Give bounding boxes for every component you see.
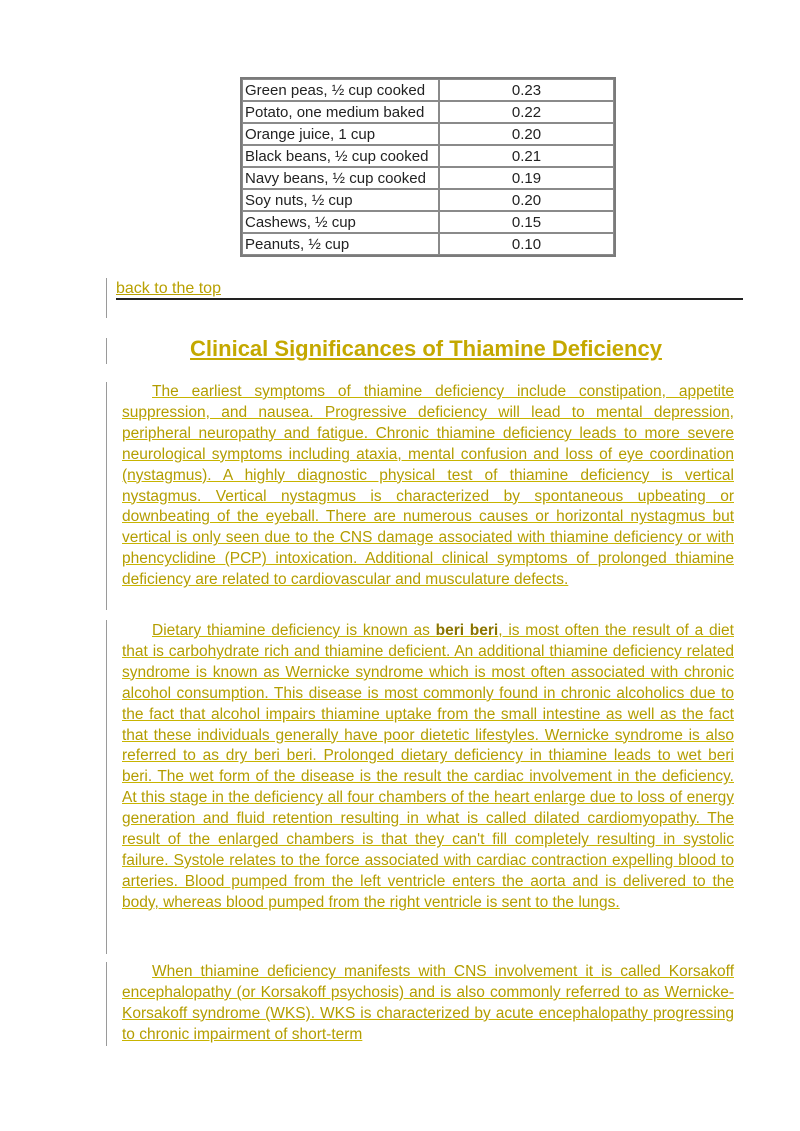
food-cell: Black beans, ½ cup cooked [242, 145, 439, 167]
table-row [242, 101, 614, 123]
thiamine-food-table [240, 77, 616, 257]
margin-change-bar [106, 382, 107, 610]
paragraph-korsakoff: When thiamine deficiency manifests with CNS involvement it is called Korsakoff encephalopathy (or Korsakoff psychosis) and is also commonly referred to as Wernicke-Korsakoff syndrome (WKS). WKS is characterized by acute encephalopathy progressing to chronic impairment of short-term [122, 963, 734, 1043]
horizontal-rule [116, 298, 743, 300]
table-row [242, 233, 614, 255]
table-row [242, 123, 614, 145]
paragraph-text: , is most often the result of a diet that is carbohydrate rich and thiamine deficient. An additional thiamine deficiency related syndrome is known as Wernicke syndrome which is most often associated with chronic alcohol consumption. This disease is most commonly found in chronic alcoholics due to the fact that alcohol impairs thiamine uptake from the small intestine as well as the fact that these individuals generally have poor dietetic lifestyles. Wernicke syndrome is also referred to as dry beri beri. Prolonged dietary deficiency in thiamine leads to wet beri beri. The wet form of the disease is the result the cardiac involvement in the deficiency. At this stage in the deficiency all four chambers of the heart enlarge due to loss of energy generation and fluid retention resulting in what is called dilated cardiomyopathy. The result of the enlarged chambers is that they can't fill completely resulting in systolic failure. Systole relates to the force associated with cardiac contraction expelling blood to arteries. Blood pumped from the left ventricle enters the aorta and is delivered to the body, whereas blood pumped from the right ventricle is sent to the lungs. [122, 622, 734, 911]
margin-change-bar [106, 278, 107, 318]
thiamine-value-cell: 0.20 [439, 123, 614, 145]
paragraph-beri-beri [122, 621, 734, 914]
back-to-top-link[interactable]: back to the top [116, 280, 221, 297]
food-cell: Navy beans, ½ cup cooked [242, 167, 439, 189]
thiamine-value-cell: 0.22 [439, 101, 614, 123]
food-cell: Orange juice, 1 cup [242, 123, 439, 145]
thiamine-value-cell: 0.15 [439, 211, 614, 233]
thiamine-value-cell: 0.23 [439, 79, 614, 101]
margin-change-bar [106, 338, 107, 364]
food-cell: Cashews, ½ cup [242, 211, 439, 233]
thiamine-value-cell: 0.20 [439, 189, 614, 211]
table-row [242, 211, 614, 233]
table-row [242, 189, 614, 211]
table-row [242, 167, 614, 189]
table-row [242, 79, 614, 101]
food-cell: Potato, one medium baked [242, 101, 439, 123]
food-cell: Green peas, ½ cup cooked [242, 79, 439, 101]
food-cell: Peanuts, ½ cup [242, 233, 439, 255]
thiamine-value-cell: 0.21 [439, 145, 614, 167]
thiamine-value-cell: 0.19 [439, 167, 614, 189]
beri-beri-term: beri beri [435, 622, 499, 639]
paragraph-symptoms: The earliest symptoms of thiamine deficiency include constipation, appetite suppression, and nausea. Progressive deficiency will lead to mental depression, peripheral neuropathy and fatigue. Chronic thiamine deficiency leads to more severe neurological symptoms including ataxia, mental confusion and loss of eye coordination (nystagmus). A highly diagnostic physical test of thiamine deficiency is vertical nystagmus. Vertical nystagmus is characterized by spontaneous upbeating or downbeating of the eyeball. There are numerous causes or horizontal nystagmus but vertical is only seen due to the CNS damage associated with thiamine deficiency or with phencyclidine (PCP) intoxication. Additional clinical symptoms of prolonged thiamine deficiency are related to cardiovascular and musculature defects. [122, 383, 734, 589]
paragraph-text: Dietary thiamine deficiency is known as [152, 622, 436, 639]
table-row [242, 145, 614, 167]
thiamine-value-cell: 0.10 [439, 233, 614, 255]
section-heading: Clinical Significances of Thiamine Deficiency [190, 336, 662, 361]
margin-change-bar [106, 962, 107, 1046]
margin-change-bar [106, 620, 107, 954]
food-cell: Soy nuts, ½ cup [242, 189, 439, 211]
